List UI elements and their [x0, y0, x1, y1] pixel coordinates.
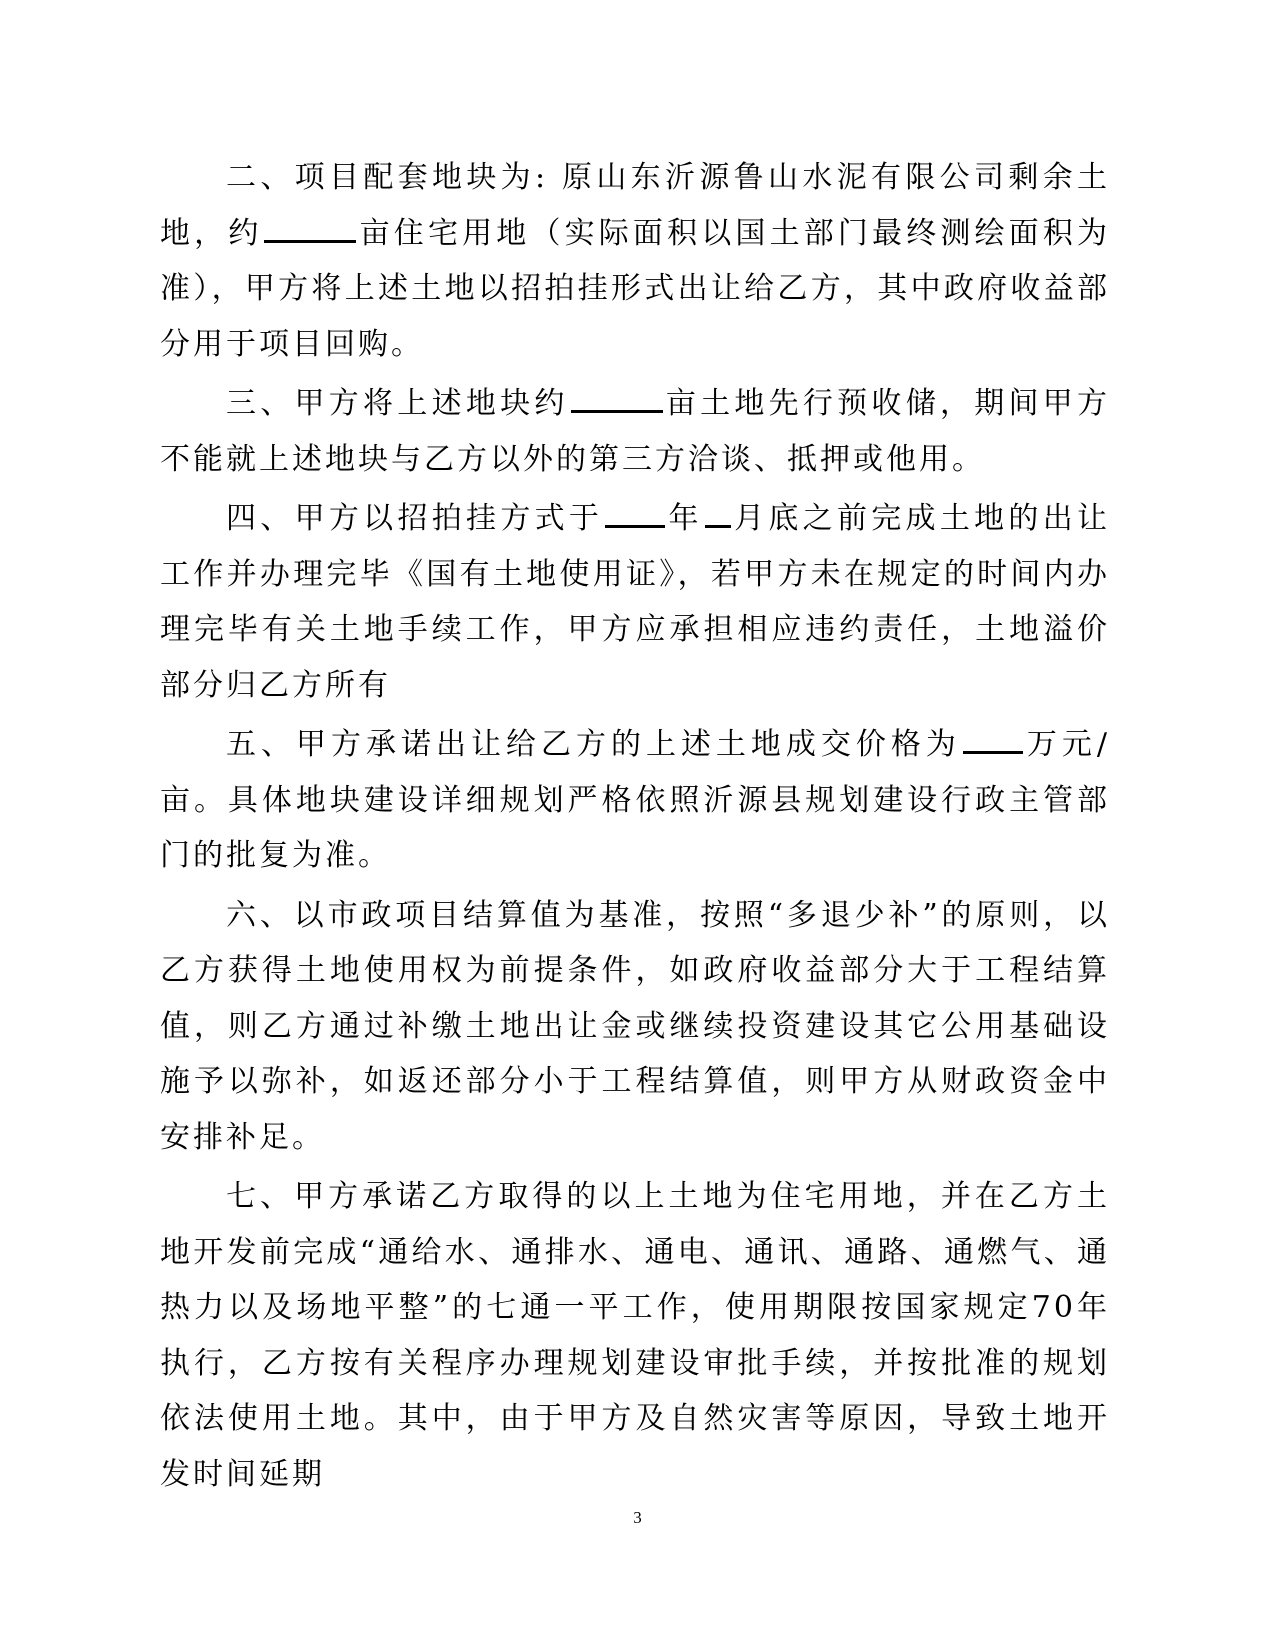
area-blank	[264, 216, 356, 243]
clause-5-text-a: 五、甲方承诺出让给乙方的上述土地成交价格为	[226, 727, 961, 762]
clause-4-text-a: 四、甲方以招拍挂方式于	[226, 501, 604, 536]
clause-7: 七、甲方承诺乙方取得的以上土地为住宅用地，并在乙方土地开发前完成“通给水、通排水、通电、通讯、通路、通燃气、通热力以及场地平整”的七通一平工作，使用期限按国家规定70年执行，乙方按有关程序办理规划建设审批手续，并按批准的规划依法使用土地。其中，由于甲方及自然灾害等原因，导致土地开发时间延期	[160, 1179, 1110, 1492]
clause-4	[160, 491, 1110, 713]
clause-3-text-a: 三、甲方将上述地块约	[226, 386, 569, 421]
page-number: 3	[633, 1508, 642, 1527]
clause-5	[160, 717, 1110, 884]
clause-6: 六、以市政项目结算值为基准，按照“多退少补”的原则，以乙方获得土地使用权为前提条件，如政府收益部分大于工程结算值，则乙方通过补缴土地出让金或继续投资建设其它公用基础设施予以弥补，如返还部分小于工程结算值，则甲方从财政资金中安排补足。	[160, 897, 1110, 1155]
clause-2	[160, 150, 1110, 372]
document-body	[160, 150, 1110, 1506]
year-blank	[605, 501, 665, 528]
clause-2-text-a: 二、项目配套地块为: 原山东沂源鲁山水泥有限公司剩余土地，约	[160, 160, 1110, 251]
clause-4-text-b: 年	[667, 501, 703, 536]
area-blank	[571, 386, 663, 413]
price-blank	[963, 727, 1023, 754]
clause-2-text-b: 亩住宅用地（实际面积以国土部门最终测绘面积为准），甲方将上述土地以招拍挂形式出让给乙方，其中政府收益部分用于项目回购。	[160, 215, 1111, 362]
month-blank	[705, 501, 731, 528]
clause-4-text-c: 月底之前完成土地的出让工作并办理完毕《国有土地使用证》，若甲方未在规定的时间内办理完毕有关土地手续工作，甲方应承担相应违约责任，土地溢价部分归乙方所有	[160, 501, 1111, 703]
clause-3-text-b: 亩土地先行预收储，期间甲方不能就上述地块与乙方以外的第三方洽谈、抵押或他用。	[160, 386, 1111, 477]
clause-3	[160, 376, 1110, 487]
clause-5-text-b: 万元/亩。具体地块建设详细规划严格依照沂源县规划建设行政主管部门的批复为准。	[160, 727, 1111, 873]
